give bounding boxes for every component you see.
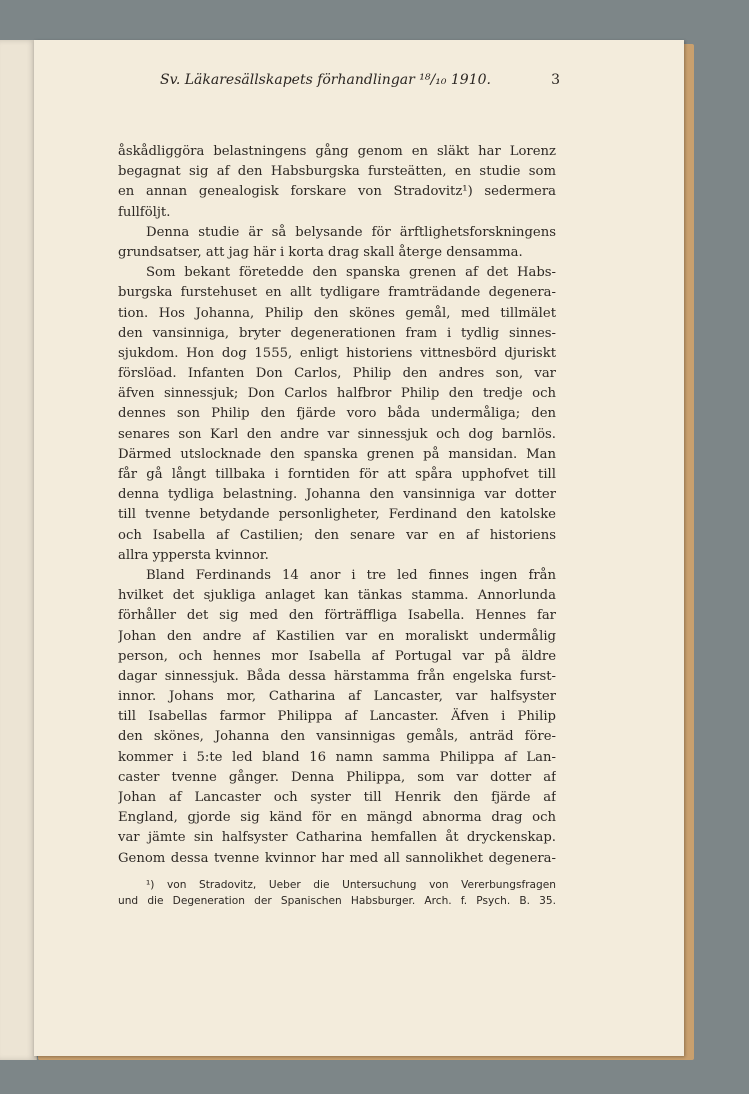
text-line: var jämte sin halfsyster Catharina hemfallen åt dryckenskap. (118, 830, 556, 846)
text-line: Johan den andre af Kastilien var en moraliskt undermålig (118, 628, 556, 644)
text-line: fullföljt. (118, 204, 171, 220)
text-line: Som bekant företedde den spanska grenen af det Habs- (146, 265, 556, 281)
facing-page-edge (0, 40, 37, 1060)
footnote-line: ¹) von Stradovitz, Ueber die Untersuchung von Vererbungsfragen (146, 879, 556, 891)
text-line: Därmed utslocknade den spanska grenen på mansidan. Man (118, 446, 556, 462)
text-line: den skönes, Johanna den vansinnigas gemåls, anträd före- (118, 729, 556, 745)
text-line: senares son Karl den andre var sinnessjuk och dog barnlös. (118, 426, 556, 442)
text-line: begagnat sig af den Habsburgska fursteätten, en studie som (118, 164, 556, 180)
text-line: Johan af Lancaster och syster till Henrik den fjärde af (118, 790, 556, 805)
body-text (118, 142, 556, 869)
text-line: får gå långt tillbaka i forntiden för att spåra upphofvet till (118, 467, 556, 482)
text-line: Denna studie är så belysande för ärftlighetsforskningens (146, 224, 556, 240)
text-line: äfven sinnessjuk; Don Carlos halfbror Philip den tredje och (118, 386, 556, 402)
text-line: innor. Johans mor, Catharina af Lancaster, var halfsyster (118, 689, 556, 705)
text-line: kommer i 5:te led bland 16 namn samma Philippa af Lan- (118, 749, 556, 765)
text-line: hvilket det sjukliga anlaget kan tänkas stamma. Annorlunda (118, 588, 556, 604)
text-line: denna tydliga belastning. Johanna den vansinniga var dotter (118, 487, 556, 503)
text-line: den vansinniga, bryter degenerationen fram i tydlig sinnes- (118, 325, 556, 341)
text-line: åskådliggöra belastningens gång genom en släkt har Lorenz (118, 144, 556, 159)
text-line: dagar sinnessjuk. Båda dessa härstamma från engelska furst- (118, 668, 556, 684)
text-line: caster tvenne gånger. Denna Philippa, som var dotter af (118, 769, 556, 785)
footnote-line: und die Degeneration der Spanischen Habsburger. Arch. f. Psych. B. 35. (118, 895, 556, 907)
text-line: förslöad. Infanten Don Carlos, Philip den andres son, var (118, 366, 556, 382)
text-line: en annan genealogisk forskare von Stradovitz¹) sedermera (118, 184, 556, 200)
text-line: England, gjorde sig känd för en mängd abnorma drag och (118, 810, 556, 826)
text-line: sjukdom. Hon dog 1555, enligt historiens vittnesbörd djuriskt (118, 345, 556, 361)
text-line: tion. Hos Johanna, Philip den skönes gemål, med tillmälet (118, 305, 556, 321)
text-line: till tvenne betydande personligheter, Ferdinand den katolske (118, 507, 556, 523)
text-line: och Isabella af Castilien; den senare var en af historiens (118, 527, 556, 543)
text-line: Genom dessa tvenne kvinnor har med all sannolikhet degenera- (118, 850, 556, 866)
text-line: Bland Ferdinands 14 anor i tre led finnes ingen från (146, 567, 556, 583)
text-line: förhåller det sig med den förträffliga Isabella. Hennes far (118, 608, 556, 624)
page-header (120, 72, 560, 92)
page-number: 3 (551, 72, 560, 88)
running-title: Sv. Läkaresällskapets förhandlingar ¹⁸/₁₀ 1910. (160, 72, 491, 88)
text-line: grundsatser, att jag här i korta drag skall återge densamma. (118, 244, 523, 260)
text-line: allra yppersta kvinnor. (118, 547, 269, 563)
text-line: till Isabellas farmor Philippa af Lancaster. Äfven i Philip (118, 709, 556, 725)
text-line: dennes son Philip den fjärde voro båda undermåliga; den (118, 406, 556, 422)
text-line: burgska furstehuset en allt tydligare framträdande degenera- (118, 285, 556, 301)
text-line: person, och hennes mor Isabella af Portugal var på äldre (118, 648, 556, 664)
footnote (118, 877, 556, 909)
